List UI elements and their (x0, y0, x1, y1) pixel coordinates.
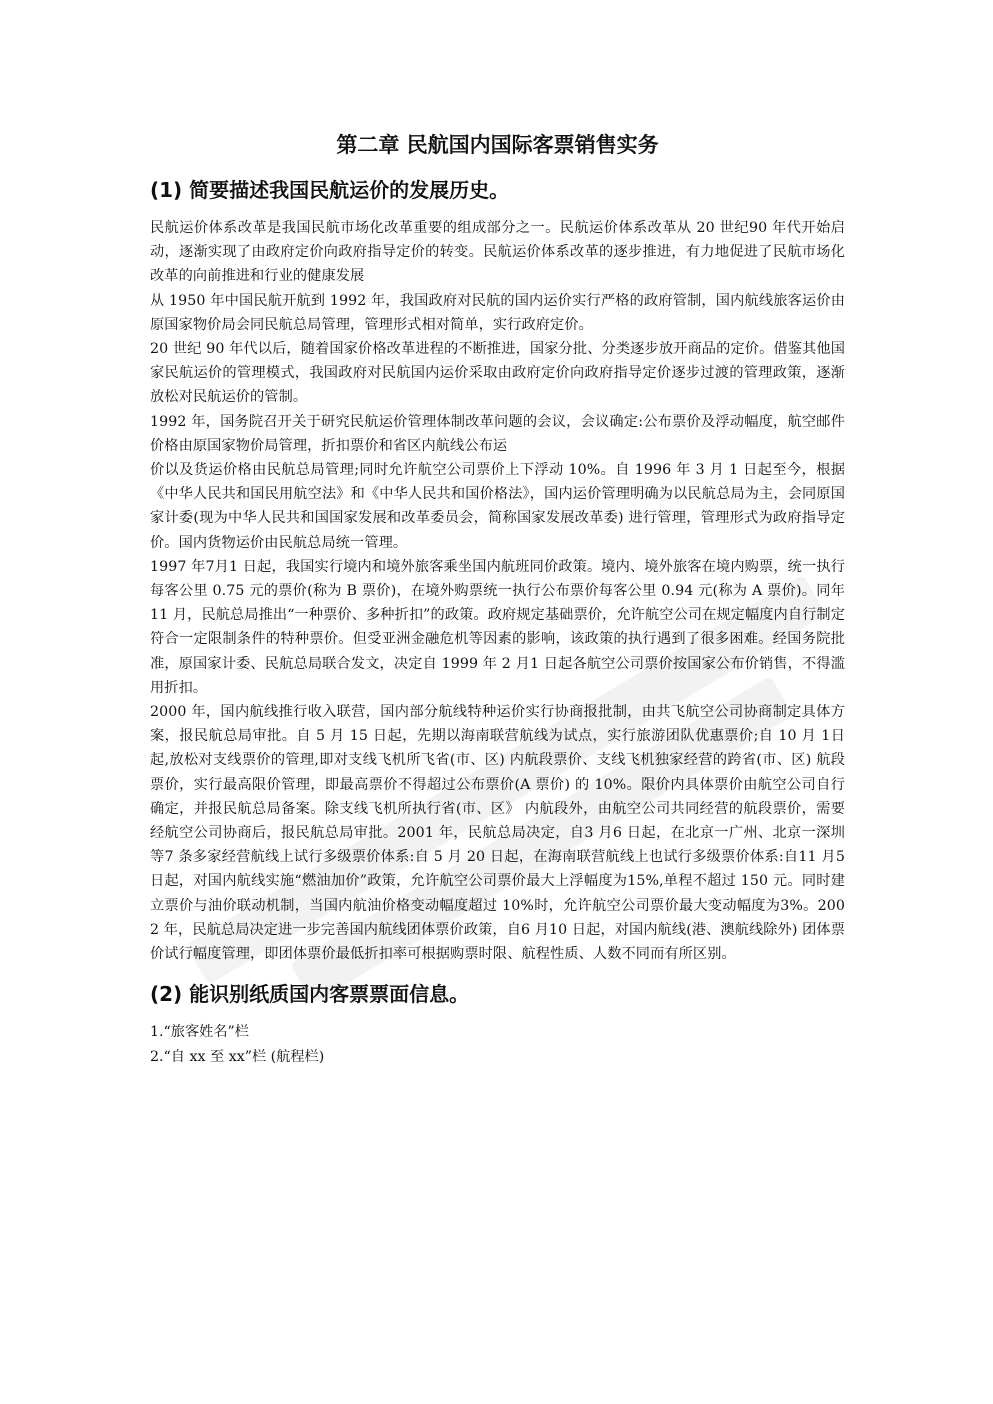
list-item: 1.“旅客姓名”栏 (150, 1024, 249, 1041)
section-heading: (2) 能识别纸质国内客票票面信息。 (150, 982, 470, 1007)
paragraph: 1997 年7月1 日起，我国实行境内和境外旅客乘坐国内航班同价政策。境内、境外旅客在境内购票，统一执行每客公里 0.75 元的票价(称为 B 票价)，在境外购票统一执行公布票价每客公里 0.94 元(称为 A 票价)。同年 11 月，民航总局推出“一种票价、多种折扣”的政策。政府规定基础票价，允许航空公司在规定幅度内自行制定符合一定限制条件的特种票价。但受亚洲金融危机等因素的影响，该政策的执行遇到了很多困难。经国务院批准，原国家计委、民航总局联合发文，决定自 1999 年 2 月1 日起各航空公司票价按国家公布价销售，不得滥用折扣。 (150, 558, 845, 696)
section-heading: (1) 简要描述我国民航运价的发展历史。 (150, 178, 510, 202)
paragraph: 2000 年，国内航线推行收入联营，国内部分航线特种运价实行协商报批制，由共飞航空公司协商制定具体方案，报民航总局审批。自 5 月 15 日起，先期以海南联营航线为试点，实行旅游团队优惠票价;自 10 月 1日起,放松对支线票价的管理,即对支线飞机所飞省(市、区) 内航段票价、支线飞机独家经营的跨省(市、区) 航段票价，实行最高限价管理，即最高票价不得超过公布票价(A 票价) 的 10%。限价内具体票价由航空公司自行确定，并报民航总局备案。除支线飞机所执行省(市、区》 内航段外，由航空公司共同经营的航段票价，需要经航空公司协商后，报民航总局审批。2001 年，民航总局决定，自3 月6 日起，在北京一广州、北京一深圳等7 条多家经营航线上试行多级票价体系:自 5 月 20 日起，在海南联营航线上也试行多级票价体系:自11 月5 日起，对国内航线实施“燃油加价”政策，允许航空公司票价最大上浮幅度为15%,单程不超过 150 元。同时建立票价与油价联动机制，当国内航油价格变动幅度超过 10%时，允许航空公司票价最大变动幅度为3%。2002 年，民航总局决定进一步完善国内航线团体票价政策，自6 月10 日起，对国内航线(港、澳航线除外) 团体票价试行幅度管理，即团体票价最低折扣率可根据购票时限、航程性质、人数不同而有所区别。 (150, 704, 845, 963)
paragraph: 1992 年，国务院召开关于研究民航运价管理体制改革问题的会议，会议确定:公布票价及浮动幅度，航空邮件价格由原国家物价局管理，折扣票价和省区内航线公布运 (150, 413, 845, 454)
paragraph: 价以及货运价格由民航总局管理;同时允许航空公司票价上下浮动 10%。自 1996 年 3 月 1 日起至今，根据《中华人民共和国民用航空法》和《中华人民共和国价格法》，国内运价管理明确为以民航总局为主，会同原国家计委(现为中华人民共和国国家发展和改革委员会，简称国家发展改革委) 进行管理，管理形式为政府指导定价。国内货物运价由民航总局统一管理。 (150, 462, 845, 551)
list-item: 2.“自 xx 至 xx”栏 (航程栏) (150, 1048, 325, 1065)
paragraph: 20 世纪 90 年代以后，随着国家价格改革进程的不断推进，国家分批、分类逐步放开商品的定价。借鉴其他国家民航运价的管理模式，我国政府对民航国内运价采取由政府定价向政府指导定价逐步过渡的管理政策，逐渐放松对民航运价的管制。 (150, 341, 845, 406)
paragraph: 从 1950 年中国民航开航到 1992 年，我国政府对民航的国内运价实行严格的政府管制，国内航线旅客运价由原国家物价局会同民航总局管理，管理形式相对简单，实行政府定价。 (150, 292, 845, 333)
chapter-title: 第二章 民航国内国际客票销售实务 (336, 133, 659, 157)
document-content (150, 128, 845, 1069)
paragraph: 民航运价体系改革是我国民航市场化改革重要的组成部分之一。民航运价体系改革从 20 世纪90 年代开始启动，逐渐实现了由政府定价向政府指导定价的转变。民航运价体系改革的逐步推进，有力地促进了民航市场化改革的向前推进和行业的健康发展 (150, 220, 845, 285)
